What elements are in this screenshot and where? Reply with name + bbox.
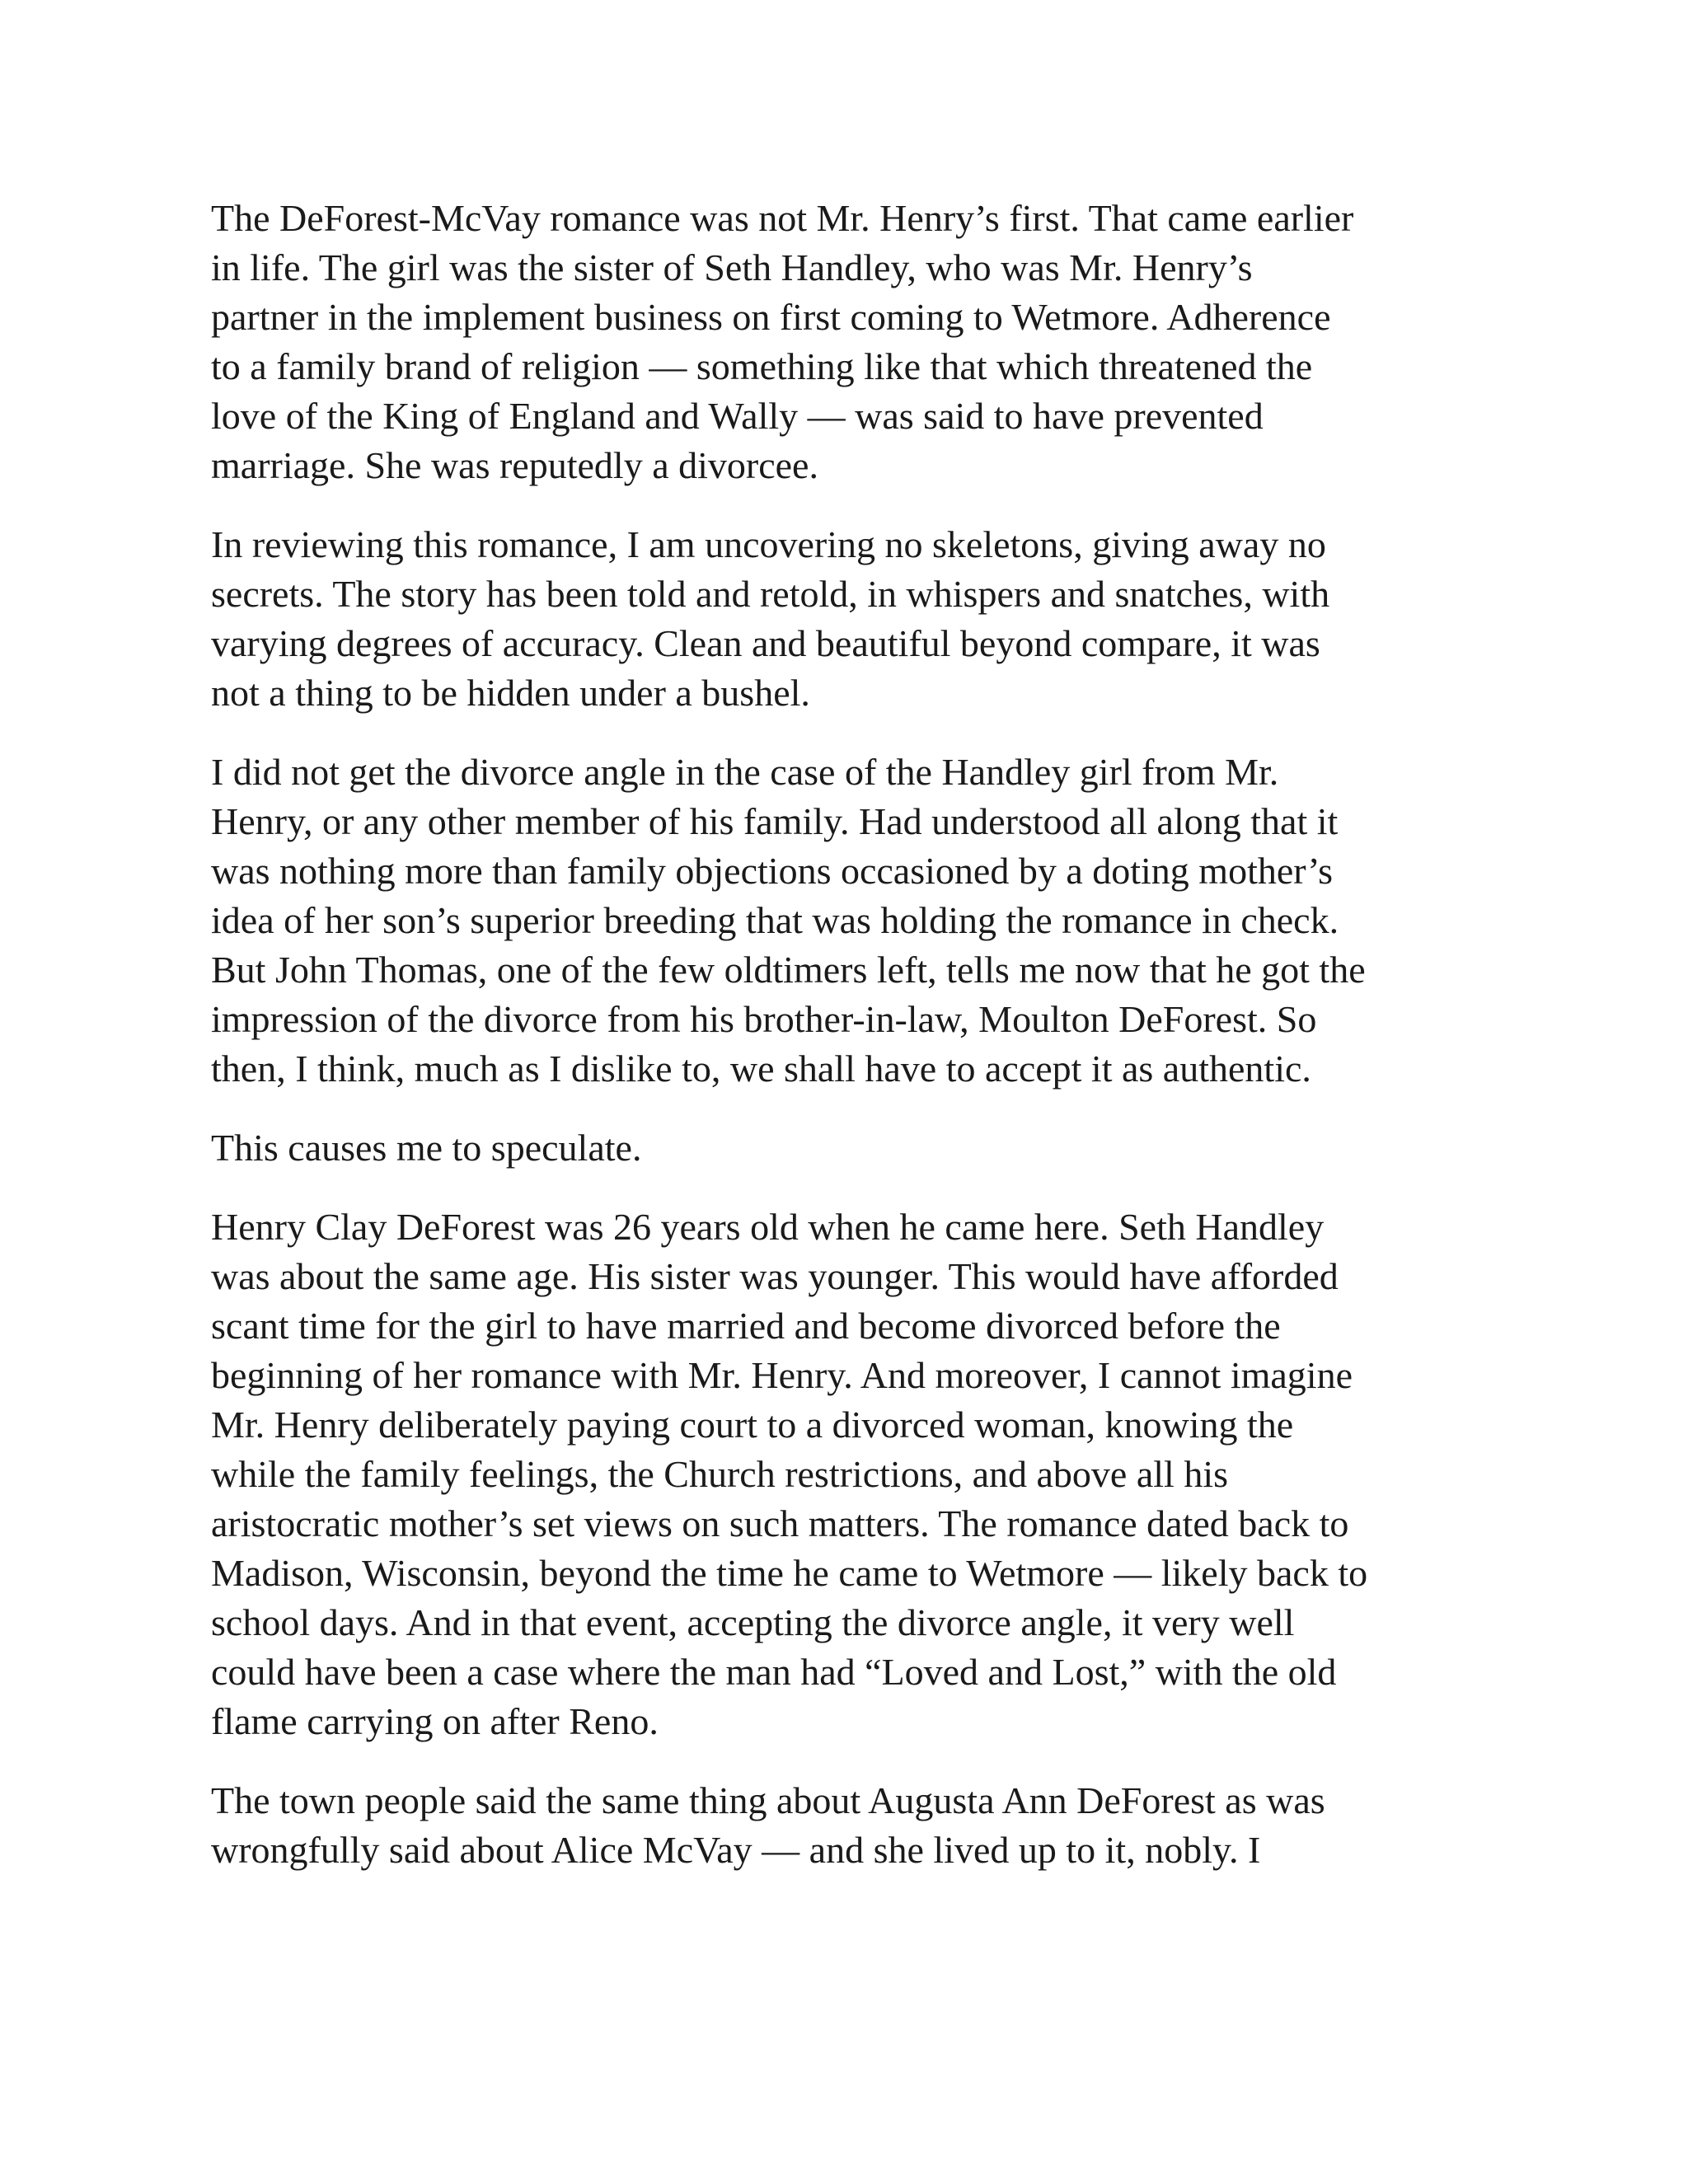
text-line: Mr. Henry deliberately paying court to a divorced woman, knowing the [211, 1404, 1294, 1446]
text-line: The town people said the same thing about Augusta Ann DeForest as was [211, 1779, 1325, 1821]
paragraph-3 [211, 748, 1497, 1094]
text-line: to a family brand of religion — something like that which threatened the [211, 345, 1313, 387]
text-line: not a thing to be hidden under a bushel. [211, 672, 810, 714]
paragraph-2 [211, 520, 1497, 718]
text-line: beginning of her romance with Mr. Henry. And moreover, I cannot imagine [211, 1354, 1353, 1396]
text-line: aristocratic mother’s set views on such matters. The romance dated back to [211, 1502, 1349, 1544]
text-line: scant time for the girl to have married and become divorced before the [211, 1305, 1281, 1347]
text-line: in life. The girl was the sister of Seth Handley, who was Mr. Henry’s [211, 246, 1253, 288]
text-line: partner in the implement business on first coming to Wetmore. Adherence [211, 296, 1331, 338]
text-line: school days. And in that event, accepting the divorce angle, it very well [211, 1601, 1295, 1643]
text-line: Henry, or any other member of his family. Had understood all along that it [211, 800, 1339, 842]
text-line: Henry Clay DeForest was 26 years old when he came here. Seth Handley [211, 1206, 1325, 1248]
text-line: could have been a case where the man had “Loved and Lost,” with the old [211, 1651, 1337, 1693]
text-line: varying degrees of accuracy. Clean and beautiful beyond compare, it was [211, 622, 1320, 664]
text-line: In reviewing this romance, I am uncovering no skeletons, giving away no [211, 523, 1326, 565]
text-line: wrongfully said about Alice McVay — and she lived up to it, nobly. I [211, 1829, 1261, 1871]
text-line: This causes me to speculate. [211, 1127, 642, 1169]
text-line: Madison, Wisconsin, beyond the time he came to Wetmore — likely back to [211, 1552, 1368, 1594]
text-line: secrets. The story has been told and retold, in whispers and snatches, with [211, 573, 1330, 615]
paragraph-1 [211, 194, 1497, 490]
text-line: But John Thomas, one of the few oldtimers left, tells me now that he got the [211, 949, 1366, 991]
text-line: was about the same age. His sister was younger. This would have afforded [211, 1255, 1339, 1297]
text-line: marriage. She was reputedly a divorcee. [211, 444, 818, 486]
paragraph-5 [211, 1202, 1497, 1746]
text-line: The DeForest-McVay romance was not Mr. Henry’s first. That came earlier [211, 197, 1354, 239]
text-line: was nothing more than family objections occasioned by a doting mother’s [211, 850, 1333, 892]
text-line: love of the King of England and Wally — was said to have prevented [211, 395, 1264, 437]
paragraph-6 [211, 1776, 1497, 1875]
text-line: while the family feelings, the Church restrictions, and above all his [211, 1453, 1229, 1495]
text-line: then, I think, much as I dislike to, we shall have to accept it as authentic. [211, 1047, 1311, 1090]
text-line: I did not get the divorce angle in the case of the Handley girl from Mr. [211, 751, 1279, 793]
text-line: flame carrying on after Reno. [211, 1700, 659, 1742]
paragraph-4 [211, 1123, 1497, 1173]
text-line: impression of the divorce from his brother-in-law, Moulton DeForest. So [211, 998, 1317, 1040]
document-page [211, 194, 1497, 1905]
text-line: idea of her son’s superior breeding that was holding the romance in check. [211, 899, 1339, 941]
